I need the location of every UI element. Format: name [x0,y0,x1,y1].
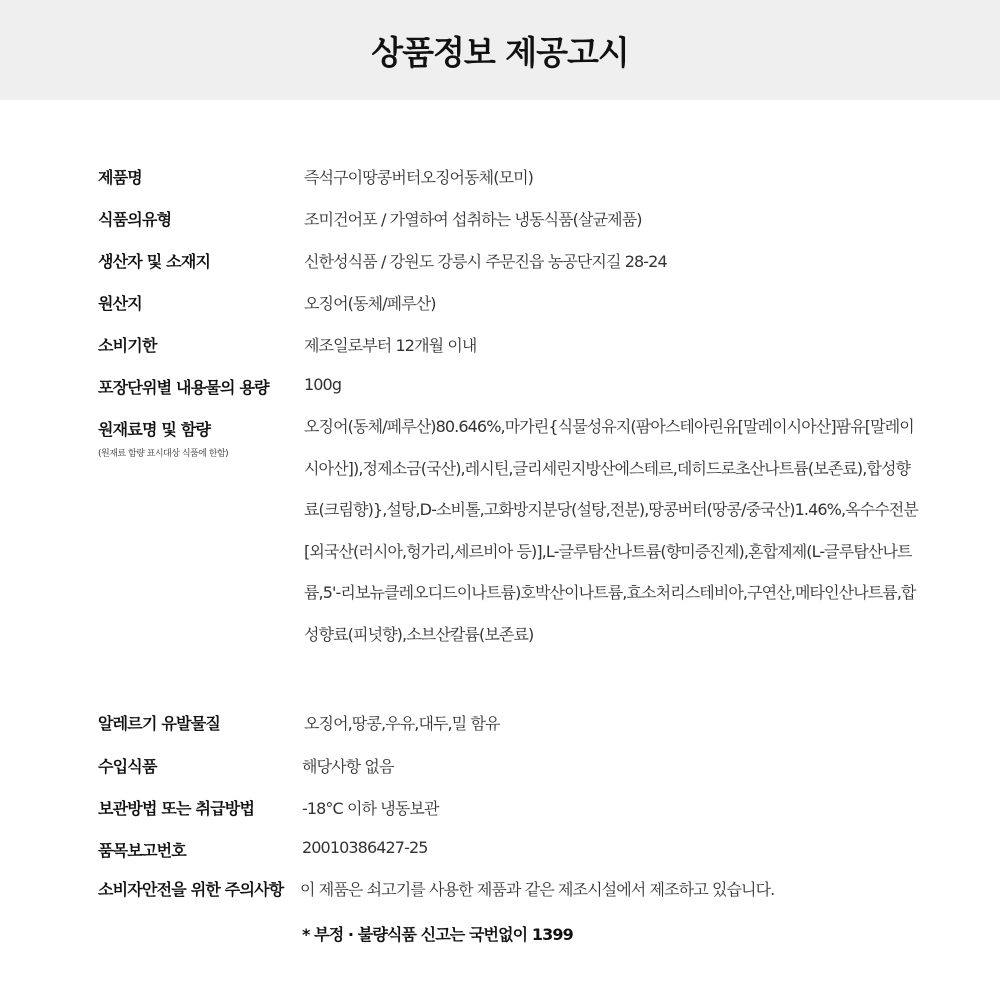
row-value: 오징어,땅콩,우유,대두,밀 함유 [304,714,500,733]
row-label: 보관방법 또는 취급방법 [98,799,255,818]
row-value: 신한성식품 / 강원도 강릉시 주문진읍 농공단지길 28-24 [304,252,667,271]
row-value: 오징어(동체/페루산) [304,294,436,313]
row-label: 소비자안전을 위한 주의사항 [98,880,284,899]
row-value: 20010386427-25 [302,838,428,857]
row-label: 생산자 및 소재지 [98,252,211,271]
row-value: -18°C 이하 냉동보관 [302,799,439,818]
row-label: 수입식품 [98,757,157,776]
row-label: 제품명 [98,168,142,187]
row-label: 포장단위별 내용물의 용량 [98,378,269,397]
page-title: 상품정보 제공고시 [371,32,629,72]
row-label: 식품의유형 [98,210,172,229]
row-label: 소비기한 [98,336,157,355]
report-hotline-note: * 부정 · 불량식품 신고는 국번없이 1399 [302,925,573,944]
row-value: 즉석구이땅콩버터오징어동체(모미) [304,168,534,187]
ingredients-value: 오징어(동체/페루산)80.646%,마가린{식물성유지(팜아스테아린유[말레이시아산]팜유[말레이시아산]),정제소금(국산),레시틴,글리세린지방산에스테르,데히드로초산나트륨(보존료),합성향료(크림향)},설탕,D-소비톨,고화방지분당(설탕,전분),땅콩버터(땅콩/중국산)1.46%,옥수수전분[외국산(러시아,헝가리,세르비아 등)],L-글루탐산나트륨(향미증진제),혼합제제(L-글루탐산나트륨,5'-리보뉴클레오디드이나트륨)호박산이나트륨,효소처리스테비아,구연산,메타인산나트륨,합성향료(피넛향),소브산칼륨(보존료) [304,417,918,644]
row-label: 품목보고번호 [98,841,186,860]
row-value: 해당사항 없음 [302,757,394,776]
row-value: 100g [304,375,342,394]
row-value: 이 제품은 쇠고기를 사용한 제품과 같은 제조시설에서 제조하고 있습니다. [300,880,775,899]
row-label-text: 원재료명 및 함량 [98,420,211,439]
row-sublabel: (원재료 함량 표시대상 식품에 한함) [98,449,229,459]
page-header [0,0,1000,100]
row-label: 원산지 [98,294,142,313]
row-value: 제조일로부터 12개월 이내 [304,336,477,355]
row-label [98,417,303,459]
row-value: 조미건어포 / 가열하여 섭취하는 냉동식품(살균제품) [304,210,642,229]
row-label: 알레르기 유발물질 [98,714,221,733]
